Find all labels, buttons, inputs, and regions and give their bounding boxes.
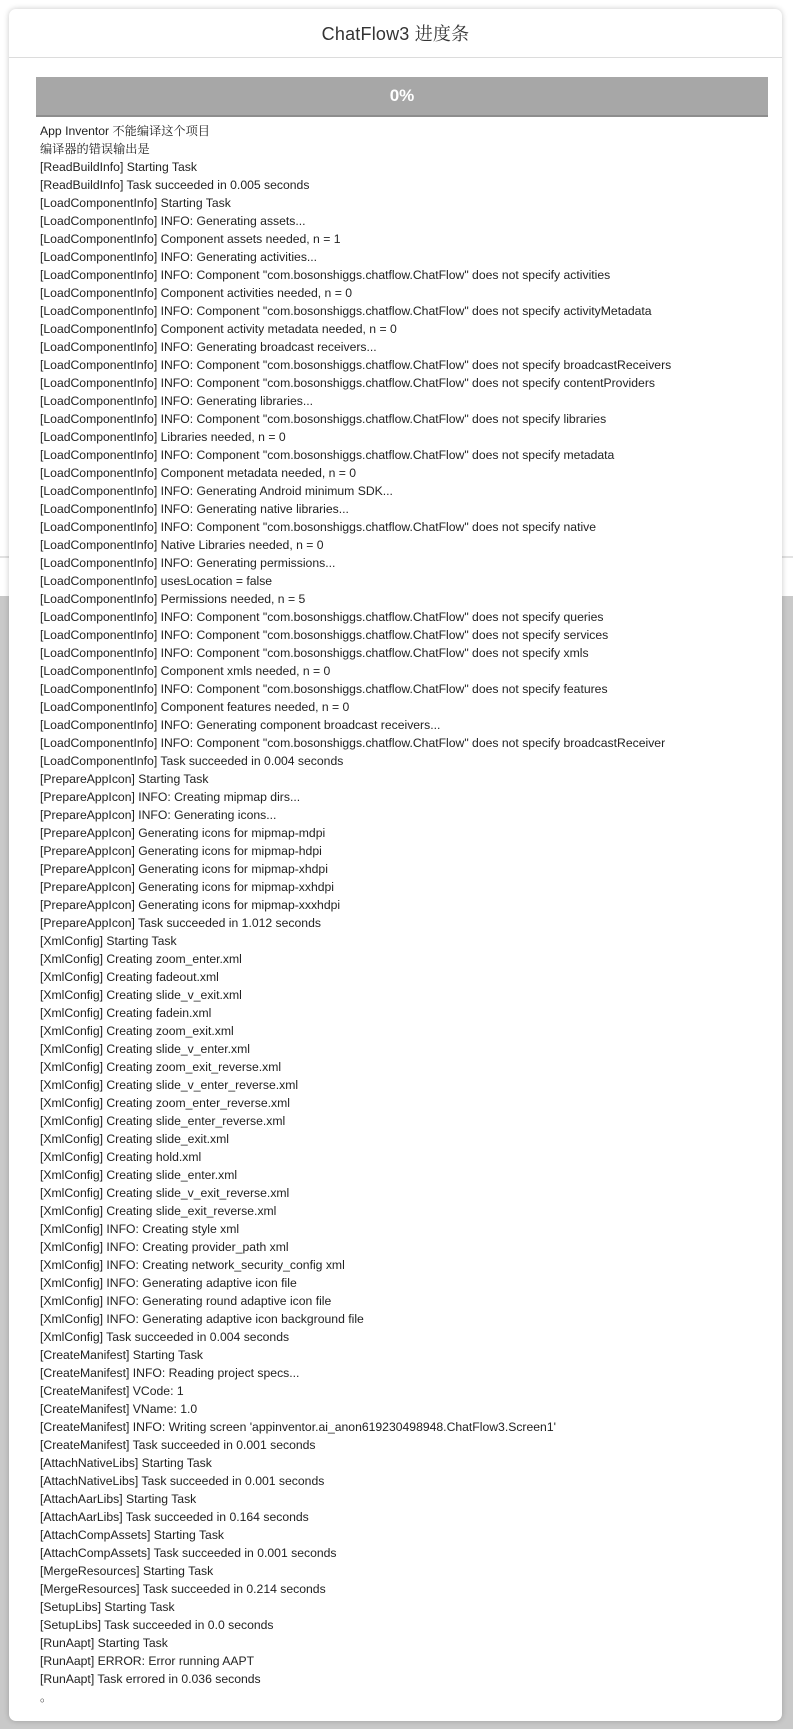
log-line: [LoadComponentInfo] Component activities needed, n = 0 (40, 286, 353, 300)
log-line: [XmlConfig] INFO: Creating network_security_config xml (40, 1258, 345, 1272)
log-line: [RunAapt] Task errored in 0.036 seconds (40, 1672, 261, 1686)
log-line: [XmlConfig] Starting Task (40, 934, 177, 948)
log-line: [LoadComponentInfo] INFO: Component "com.bosonshiggs.chatflow.ChatFlow" does not specify contentProviders (40, 376, 655, 390)
log-line: [LoadComponentInfo] Libraries needed, n = 0 (40, 430, 286, 444)
log-line: [LoadComponentInfo] INFO: Generating Android minimum SDK... (40, 484, 393, 498)
log-line: [LoadComponentInfo] INFO: Component "com.bosonshiggs.chatflow.ChatFlow" does not specify xmls (40, 646, 589, 660)
log-line: [LoadComponentInfo] Task succeeded in 0.004 seconds (40, 754, 344, 768)
log-line: [LoadComponentInfo] Component assets needed, n = 1 (40, 232, 341, 246)
log-line: [CreateManifest] Task succeeded in 0.001 seconds (40, 1438, 316, 1452)
log-line: [SetupLibs] Starting Task (40, 1600, 175, 1614)
log-line: [XmlConfig] Creating fadeout.xml (40, 970, 219, 984)
log-line: [PrepareAppIcon] Generating icons for mipmap-hdpi (40, 844, 322, 858)
log-line: [CreateManifest] INFO: Reading project specs... (40, 1366, 300, 1380)
progress-label: 0% (389, 86, 415, 105)
log-line: [XmlConfig] Creating zoom_exit_reverse.xml (40, 1060, 282, 1074)
log-line: [LoadComponentInfo] INFO: Generating native libraries... (40, 502, 349, 516)
log-line: [LoadComponentInfo] Component activity metadata needed, n = 0 (40, 322, 397, 336)
log-line: [LoadComponentInfo] INFO: Generating libraries... (40, 394, 314, 408)
log-line: [PrepareAppIcon] Starting Task (40, 772, 209, 786)
log-line: [MergeResources] Task succeeded in 0.214 seconds (40, 1582, 326, 1596)
progress-dialog (9, 9, 782, 1721)
log-line: [PrepareAppIcon] Generating icons for mipmap-xxxhdpi (40, 898, 341, 912)
log-line: 。 (40, 1690, 53, 1704)
log-line: [LoadComponentInfo] INFO: Generating component broadcast receivers... (40, 718, 441, 732)
log-line: [XmlConfig] Creating zoom_exit.xml (40, 1024, 234, 1038)
log-line: [LoadComponentInfo] INFO: Generating activities... (40, 250, 318, 264)
log-line: [LoadComponentInfo] Permissions needed, n = 5 (40, 592, 306, 606)
build-log-output (40, 122, 776, 1706)
log-line: [CreateManifest] VName: 1.0 (40, 1402, 198, 1416)
log-line: [CreateManifest] VCode: 1 (40, 1384, 184, 1398)
log-line: [LoadComponentInfo] INFO: Component "com.bosonshiggs.chatflow.ChatFlow" does not specify queries (40, 610, 604, 624)
log-line: [CreateManifest] Starting Task (40, 1348, 204, 1362)
log-line: [AttachNativeLibs] Task succeeded in 0.001 seconds (40, 1474, 325, 1488)
log-line: [XmlConfig] INFO: Generating round adaptive icon file (40, 1294, 332, 1308)
dialog-header (9, 9, 782, 58)
log-line: [LoadComponentInfo] Component xmls needed, n = 0 (40, 664, 331, 678)
log-line: [LoadComponentInfo] Component features needed, n = 0 (40, 700, 350, 714)
log-line: [AttachCompAssets] Starting Task (40, 1528, 225, 1542)
log-line: [LoadComponentInfo] INFO: Component "com.bosonshiggs.chatflow.ChatFlow" does not specify metadata (40, 448, 615, 462)
log-line: [XmlConfig] INFO: Generating adaptive icon file (40, 1276, 297, 1290)
log-line: [XmlConfig] Creating slide_v_enter_reverse.xml (40, 1078, 299, 1092)
log-line: [LoadComponentInfo] INFO: Component "com.bosonshiggs.chatflow.ChatFlow" does not specify broadcastReceivers (40, 358, 672, 372)
log-line: [XmlConfig] Creating slide_v_exit.xml (40, 988, 242, 1002)
log-line: [AttachAarLibs] Task succeeded in 0.164 seconds (40, 1510, 309, 1524)
log-line: [LoadComponentInfo] Native Libraries needed, n = 0 (40, 538, 324, 552)
log-line: [XmlConfig] Creating slide_v_enter.xml (40, 1042, 250, 1056)
progress-bar (36, 77, 768, 117)
log-line: [XmlConfig] Creating fadein.xml (40, 1006, 212, 1020)
dialog-title: ChatFlow3 进度条 (321, 24, 470, 44)
log-line: [LoadComponentInfo] INFO: Component "com.bosonshiggs.chatflow.ChatFlow" does not specify broadcastReceiver (40, 736, 666, 750)
log-line: [XmlConfig] Creating zoom_enter_reverse.xml (40, 1096, 290, 1110)
log-line: [LoadComponentInfo] INFO: Component "com.bosonshiggs.chatflow.ChatFlow" does not specify activities (40, 268, 611, 282)
log-line: [CreateManifest] INFO: Writing screen 'appinventor.ai_anon619230498948.ChatFlow3.Screen1' (40, 1420, 556, 1434)
log-line: [LoadComponentInfo] INFO: Component "com.bosonshiggs.chatflow.ChatFlow" does not specify activityMetadata (40, 304, 652, 318)
log-line: [PrepareAppIcon] Generating icons for mipmap-mdpi (40, 826, 326, 840)
log-line: [PrepareAppIcon] INFO: Creating mipmap dirs... (40, 790, 301, 804)
log-line: [ReadBuildInfo] Task succeeded in 0.005 seconds (40, 178, 310, 192)
log-line: [LoadComponentInfo] INFO: Component "com.bosonshiggs.chatflow.ChatFlow" does not specify native (40, 520, 597, 534)
log-line: [PrepareAppIcon] Generating icons for mipmap-xxhdpi (40, 880, 335, 894)
log-line: [XmlConfig] Creating slide_exit_reverse.xml (40, 1204, 277, 1218)
log-line: [LoadComponentInfo] INFO: Generating assets... (40, 214, 306, 228)
log-line: [LoadComponentInfo] Component metadata needed, n = 0 (40, 466, 357, 480)
log-line: [PrepareAppIcon] Generating icons for mipmap-xhdpi (40, 862, 328, 876)
log-line: [RunAapt] ERROR: Error running AAPT (40, 1654, 255, 1668)
log-line: [XmlConfig] INFO: Generating adaptive icon background file (40, 1312, 364, 1326)
log-line: App Inventor 不能编译这个项目 (40, 124, 210, 138)
log-line: [AttachAarLibs] Starting Task (40, 1492, 197, 1506)
log-line: [XmlConfig] Creating slide_exit.xml (40, 1132, 229, 1146)
log-line: [XmlConfig] Creating slide_v_exit_reverse.xml (40, 1186, 290, 1200)
log-line: [PrepareAppIcon] Task succeeded in 1.012 seconds (40, 916, 321, 930)
log-line: [LoadComponentInfo] INFO: Generating permissions... (40, 556, 336, 570)
log-line: [XmlConfig] INFO: Creating provider_path xml (40, 1240, 289, 1254)
log-line: [SetupLibs] Task succeeded in 0.0 seconds (40, 1618, 274, 1632)
log-line: [ReadBuildInfo] Starting Task (40, 160, 197, 174)
log-line: [AttachCompAssets] Task succeeded in 0.001 seconds (40, 1546, 337, 1560)
log-line: [AttachNativeLibs] Starting Task (40, 1456, 212, 1470)
log-line: [LoadComponentInfo] INFO: Component "com.bosonshiggs.chatflow.ChatFlow" does not specify libraries (40, 412, 607, 426)
log-line: [PrepareAppIcon] INFO: Generating icons... (40, 808, 277, 822)
log-line: [RunAapt] Starting Task (40, 1636, 168, 1650)
log-line: [MergeResources] Starting Task (40, 1564, 214, 1578)
log-line: [LoadComponentInfo] Starting Task (40, 196, 231, 210)
log-line: [LoadComponentInfo] usesLocation = false (40, 574, 273, 588)
log-line: [XmlConfig] Creating slide_enter_reverse.xml (40, 1114, 286, 1128)
log-line: [XmlConfig] Creating zoom_enter.xml (40, 952, 242, 966)
log-line: 编译器的错误输出是 (40, 142, 150, 156)
log-line: [LoadComponentInfo] INFO: Generating broadcast receivers... (40, 340, 377, 354)
log-line: [XmlConfig] Creating slide_enter.xml (40, 1168, 238, 1182)
log-line: [XmlConfig] INFO: Creating style xml (40, 1222, 240, 1236)
log-line: [XmlConfig] Task succeeded in 0.004 seconds (40, 1330, 290, 1344)
log-line: [LoadComponentInfo] INFO: Component "com.bosonshiggs.chatflow.ChatFlow" does not specify services (40, 628, 609, 642)
log-line: [LoadComponentInfo] INFO: Component "com.bosonshiggs.chatflow.ChatFlow" does not specify features (40, 682, 608, 696)
log-line: [XmlConfig] Creating hold.xml (40, 1150, 202, 1164)
